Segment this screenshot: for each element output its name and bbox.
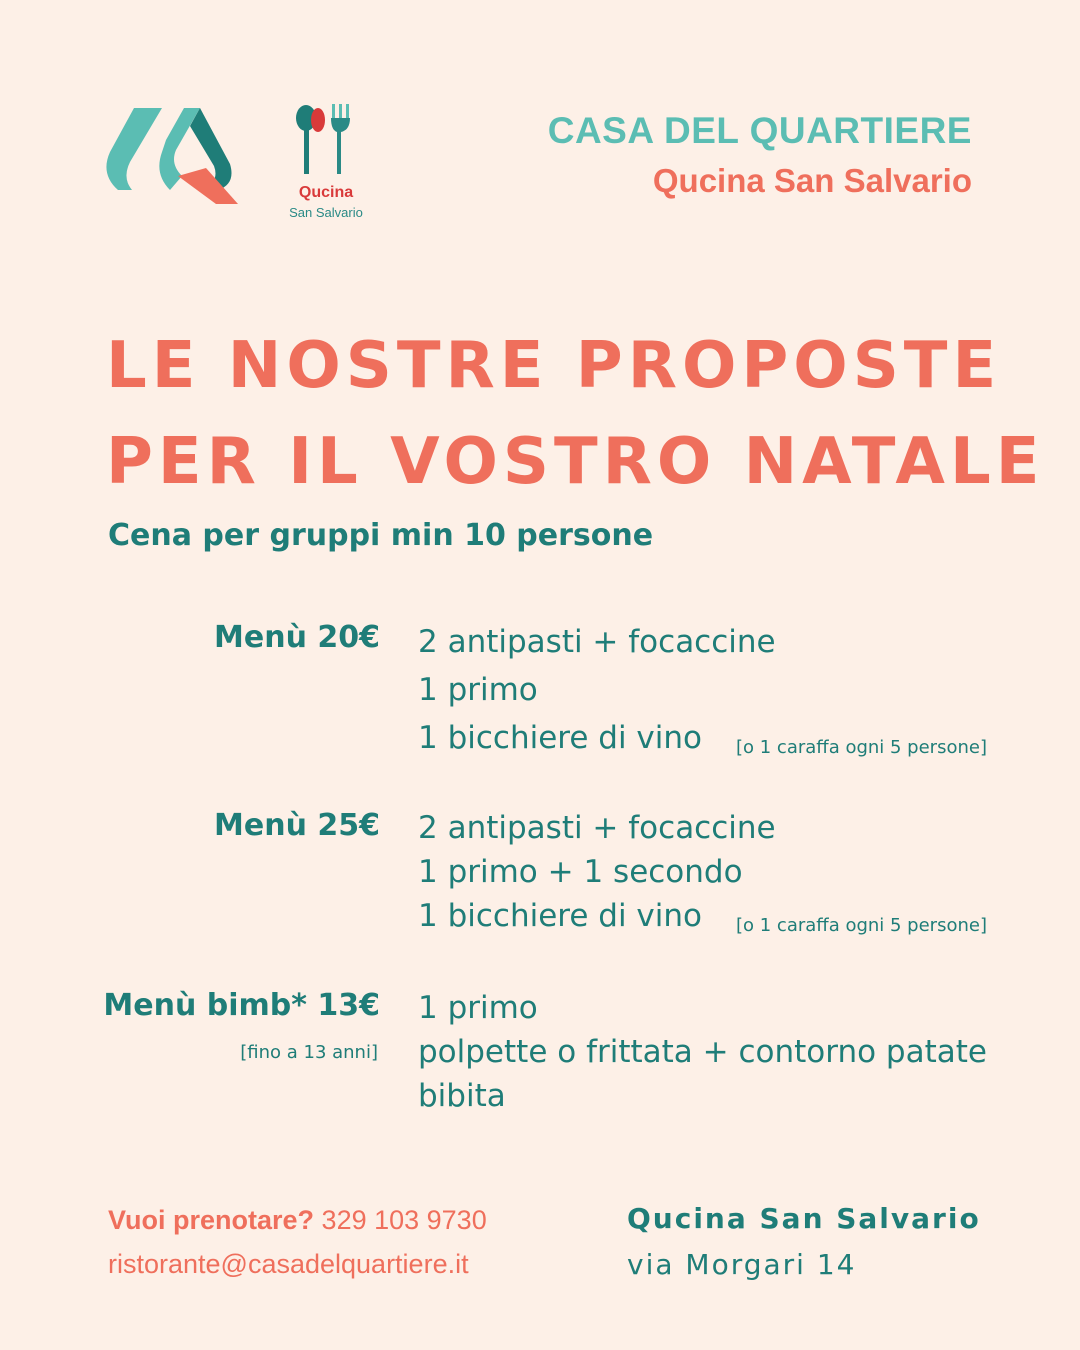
menu-item: 1 primo [418,990,538,1026]
menu-item: 1 primo [418,672,538,708]
cq-logo-icon [104,104,240,208]
menu-item: 1 bicchiere di vino [418,898,702,934]
venue-address: via Morgari 14 [627,1248,857,1281]
menu-items-list [418,618,987,762]
qucina-logo-name: Qucina [298,184,354,201]
menu-label: Menù 25€ [214,808,380,843]
menu-item-note: [o 1 caraffa ogni 5 persone] [736,915,987,936]
menu-item-note: [o 1 caraffa ogni 5 persone] [736,737,987,758]
booking-label: Vuoi prenotare? [108,1205,315,1235]
menu-item: polpette o frittata + contorno patate [418,1034,987,1070]
qucina-logo-subname: San Salvario [289,205,363,220]
email-link[interactable]: ristorante@casadelquartiere.it [108,1249,469,1279]
headline [106,318,1044,510]
fork-spoon-icon [294,104,358,176]
header-brand [548,108,972,208]
menu-item: 2 antipasti + focaccine [418,624,776,660]
menu-label-note: [fino a 13 anni] [240,1042,378,1063]
menu-item: 1 bicchiere di vino [418,720,702,756]
headline-line-1: LE NOSTRE PROPOSTE [106,329,1002,403]
page-subtitle: Cena per gruppi min 10 persone [108,518,654,553]
header-title: CASA DEL QUARTIERE [547,110,972,151]
venue-name: Qucina San Salvario [627,1202,981,1235]
menu-items-list [418,806,987,938]
phone-number[interactable]: 329 103 9730 [321,1205,487,1235]
booking-info [108,1198,487,1286]
headline-line-2: PER IL VOSTRO NATALE [106,425,1045,499]
menu-item: 1 primo + 1 secondo [418,854,743,890]
header-subtitle: Qucina San Salvario [652,162,972,199]
menu-item: bibita [418,1078,506,1114]
menu-label: Menù 20€ [214,620,380,655]
menu-items-list [418,986,987,1118]
menu-label: Menù bimb* 13€ [103,988,380,1023]
menu-item: 2 antipasti + focaccine [418,810,776,846]
venue-info [627,1196,981,1288]
qucina-logo [280,104,372,222]
